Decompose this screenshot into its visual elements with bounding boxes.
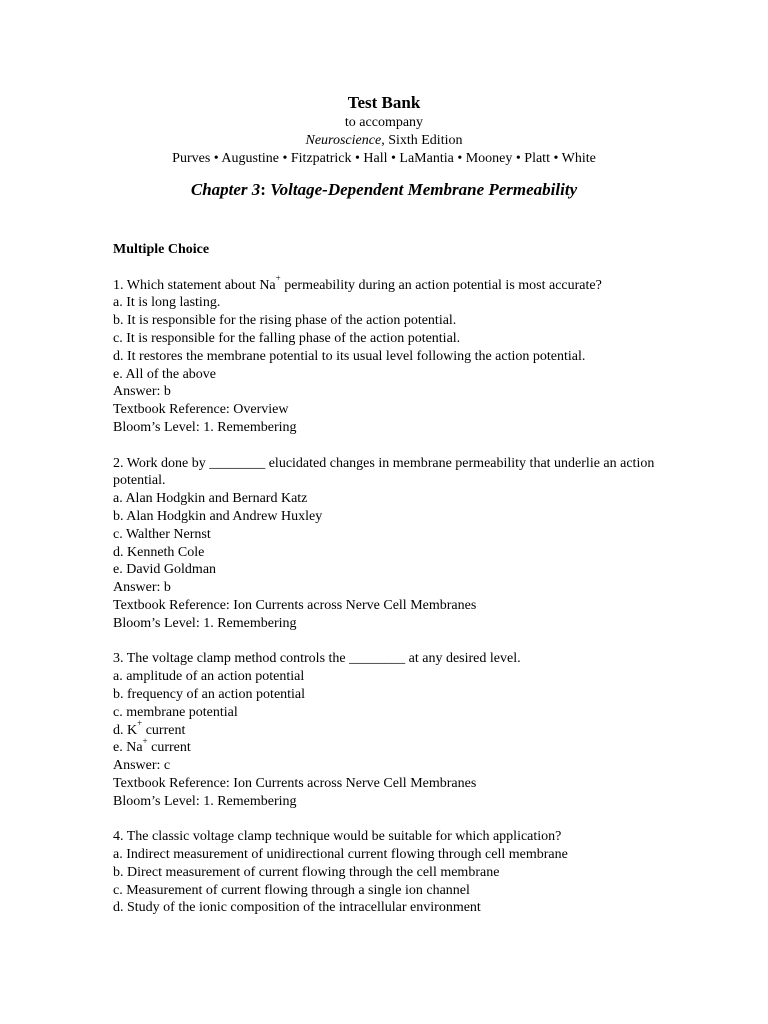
option-text: current: [142, 722, 186, 738]
answer-option: c. It is responsible for the falling phase of the action potential.: [113, 330, 461, 346]
chapter-heading: [0, 179, 768, 201]
option-text: d. K: [113, 722, 138, 738]
answer-option: a. Alan Hodgkin and Bernard Katz: [113, 491, 308, 507]
section-heading: Multiple Choice: [113, 242, 210, 257]
authors-line: Purves • Augustine • Fitzpatrick • Hall • LaMantia • Mooney • Platt • White: [172, 150, 596, 166]
textbook-reference: Textbook Reference: Ion Currents across Nerve Cell Membranes: [113, 597, 477, 613]
answer-option: b. It is responsible for the rising phase of the action potential.: [113, 313, 457, 329]
answer-option: d. Study of the ionic composition of the intracellular environment: [113, 900, 481, 916]
answer-option: [113, 717, 673, 740]
bloom-level: Bloom’s Level: 1. Remembering: [113, 419, 297, 435]
document-title: Test Bank: [347, 93, 421, 112]
answer-option: [113, 735, 673, 757]
question-1: [113, 272, 673, 437]
book-title: Neuroscience: [305, 132, 382, 148]
chapter-label: Chapter 3: [190, 180, 261, 200]
stem-text: permeability during an action potential is most accurate?: [280, 277, 602, 293]
answer-key: Answer: b: [113, 384, 171, 400]
answer-key: Answer: c: [113, 758, 171, 774]
chapter-colon: :: [260, 180, 266, 200]
textbook-reference: Textbook Reference: Overview: [113, 402, 289, 418]
answer-option: d. It restores the membrane potential to its usual level following the action potential.: [113, 348, 586, 364]
question-4: [113, 828, 673, 917]
book-edition: , Sixth Edition: [381, 132, 463, 148]
stem-text: 1. Which statement about Na: [113, 277, 276, 293]
answer-option: c. Walther Nernst: [113, 526, 211, 542]
answer-option: d. Kenneth Cole: [113, 544, 205, 560]
answer-option: a. Indirect measurement of unidirectional current flowing through cell membrane: [113, 847, 568, 863]
document-body: [113, 241, 673, 935]
option-text: e. Na: [113, 740, 143, 756]
answer-option: b. Direct measurement of current flowing through the cell membrane: [113, 864, 500, 880]
answer-option: a. It is long lasting.: [113, 295, 221, 311]
answer-option: b. Alan Hodgkin and Andrew Huxley: [113, 508, 323, 524]
question-stem: 4. The classic voltage clamp technique would be suitable for which application?: [113, 829, 562, 845]
question-stem: 2. Work done by ________ elucidated changes in membrane permeability that underlie an action potential.: [113, 455, 655, 489]
question-stem: [113, 272, 673, 295]
answer-option: c. Measurement of current flowing through a single ion channel: [113, 882, 470, 898]
option-text: current: [147, 740, 191, 756]
bloom-level: Bloom’s Level: 1. Remembering: [113, 793, 297, 809]
textbook-reference: Textbook Reference: Ion Currents across Nerve Cell Membranes: [113, 775, 477, 791]
bloom-level: Bloom’s Level: 1. Remembering: [113, 615, 297, 631]
superscript: +: [137, 717, 143, 728]
answer-key: Answer: b: [113, 580, 171, 596]
answer-option: e. All of the above: [113, 366, 217, 382]
book-line: [0, 132, 768, 150]
question-3: [113, 650, 673, 810]
superscript: +: [142, 735, 148, 746]
superscript: +: [275, 272, 281, 283]
answer-option: c. membrane potential: [113, 704, 238, 720]
answer-option: e. David Goldman: [113, 562, 217, 578]
question-stem: 3. The voltage clamp method controls the ________ at any desired level.: [113, 651, 521, 667]
document-header: [0, 92, 768, 201]
accompany-line: to accompany: [344, 115, 424, 130]
answer-option: a. amplitude of an action potential: [113, 669, 305, 685]
answer-option: b. frequency of an action potential: [113, 686, 306, 702]
question-2: [113, 455, 673, 633]
chapter-title: Voltage-Dependent Membrane Permeability: [265, 180, 578, 200]
